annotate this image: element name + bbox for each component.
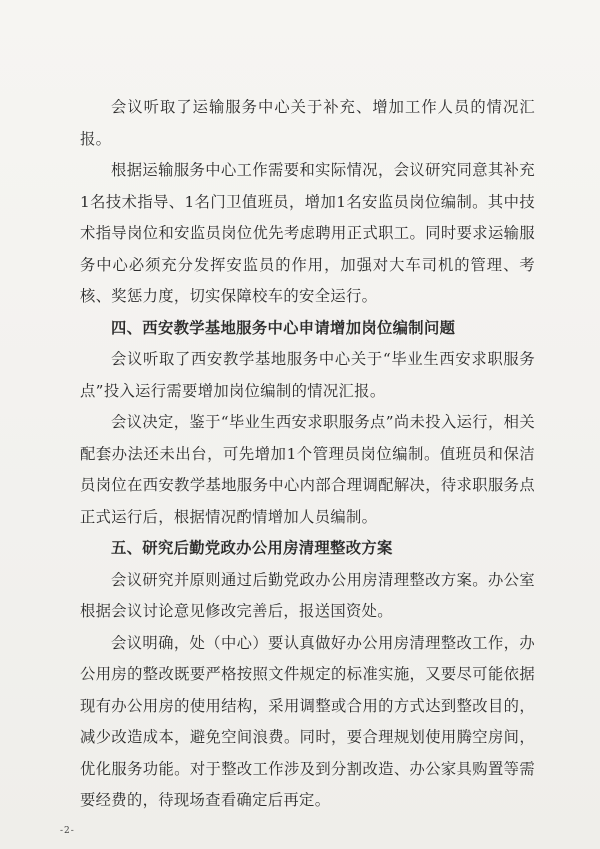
document-body xyxy=(80,92,535,817)
section-heading-5: 五、研究后勤党政办公用房清理整改方案 xyxy=(111,539,393,557)
paragraph-office-requirements: 会议明确，处（中心）要认真做好办公用房清理整改工作，办公用房的整改既要严格按照文件规定的标准实施，又要尽可能依据现有办公用房的使用结构，采用调整或合用的方式达到整改目的，减少改造成本，避免空间浪费。同时，要合理规划使用腾空房间，优化服务功能。对于整改工作涉及到分割改造、办公家具购置等需要经费的，待现场查看确定后再定。 xyxy=(80,633,535,809)
paragraph-transport-report: 会议听取了运输服务中心关于补充、增加工作人员的情况汇报。 xyxy=(80,98,535,148)
paragraph-office-plan: 会议研究并原则通过后勤党政办公用房清理整改方案。办公室根据会议讨论意见修改完善后，报送国资处。 xyxy=(80,570,535,620)
paragraph-transport-decision: 根据运输服务中心工作需要和实际情况，会议研究同意其补充1名技术指导、1名门卫值班员，增加1名安监员岗位编制。其中技术指导岗位和安监员岗位优先考虑聘用正式职工。同时要求运输服务中心必须充分发挥安监员的作用，加强对大车司机的管理、考核、奖惩力度，切实保障校车的安全运行。 xyxy=(80,161,535,305)
section-heading-4: 四、西安教学基地服务中心申请增加岗位编制问题 xyxy=(111,318,456,337)
page-number: -2- xyxy=(60,826,75,836)
paragraph-xian-decision: 会议决定，鉴于“毕业生西安求职服务点”尚未投入运行，相关配套办法还未出台，可先增加1个管理员岗位编制。值班员和保洁员岗位在西安教学基地服务中心内部合理调配解决，待求职服务点正式运行后，根据情况酌情增加人员编制。 xyxy=(80,413,535,526)
paragraph-xian-report: 会议听取了西安教学基地服务中心关于“毕业生西安求职服务点”投入运行需要增加岗位编制的情况汇报。 xyxy=(80,350,535,400)
